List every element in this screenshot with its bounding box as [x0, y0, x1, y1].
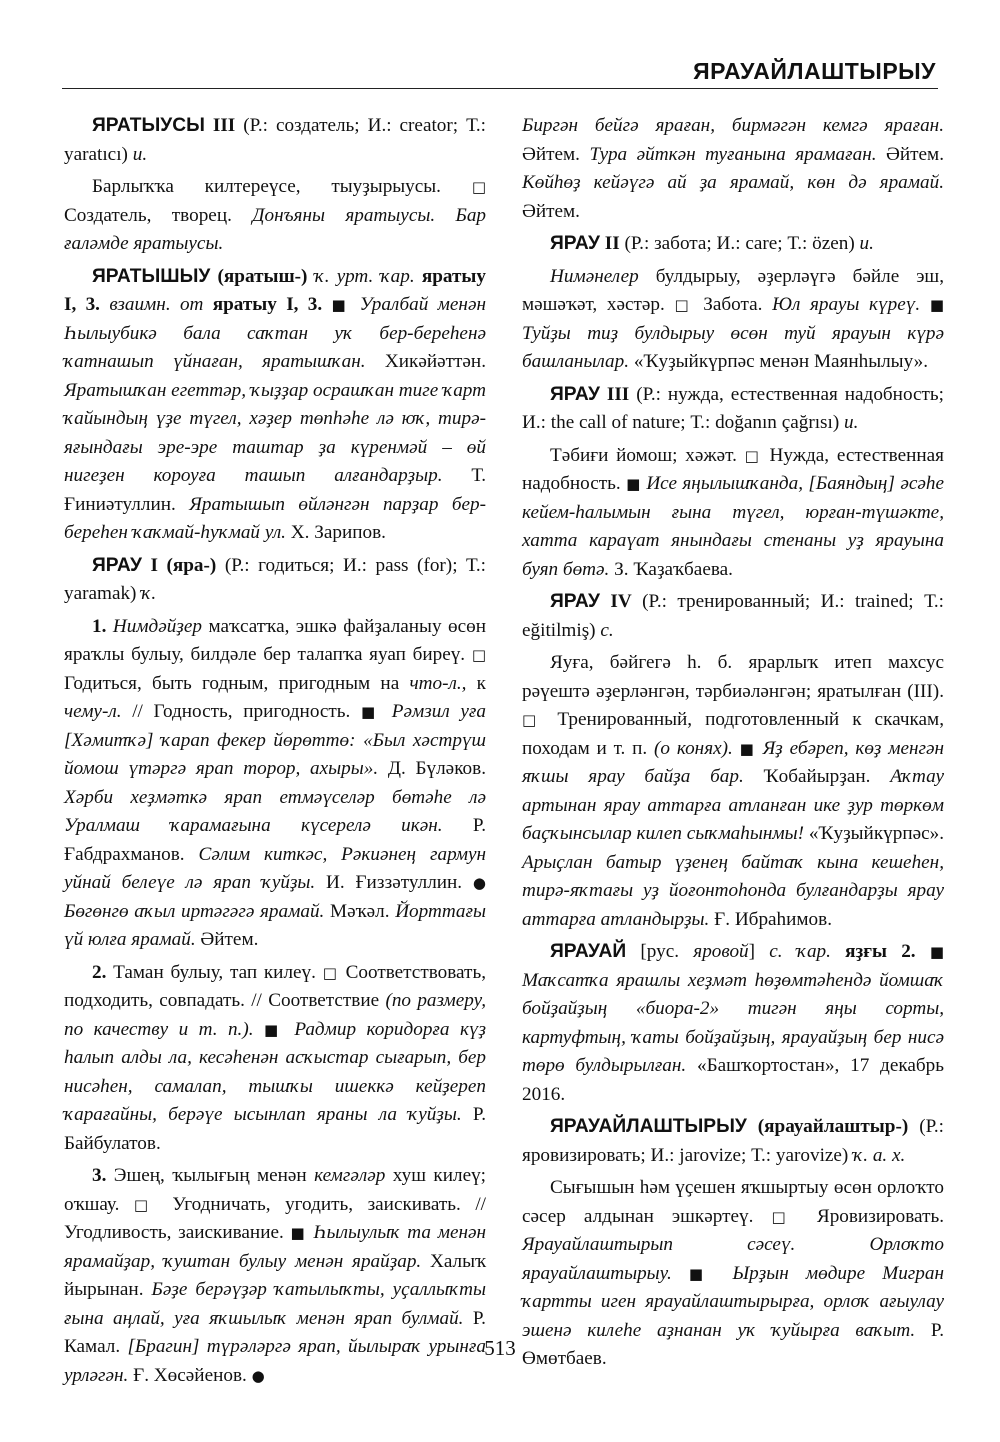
- text-span: Әйтем.: [522, 200, 580, 222]
- text-span: [916, 941, 930, 962]
- marker-symbol: ■: [361, 703, 382, 721]
- headword: ЯРАУ: [550, 383, 600, 405]
- text-span: // Годность, пригодность.: [121, 701, 362, 722]
- text-span: Соответствовать, подходить, совпадать. // Соответствие: [64, 961, 486, 1011]
- text-span: [350, 294, 359, 315]
- text-span: Туйҙы тиҙ булдырыу өсөн туй ярауын күрә башланылар.: [522, 322, 944, 372]
- marker-symbol: ■: [929, 296, 945, 314]
- text-span: Яуға, бәйгегә һ. б. ярарлыҡ итеп махсус рәүештә әҙерләнгән, тәрбиәләнгән; яратылған (III).: [522, 652, 944, 702]
- marker-symbol: □: [744, 446, 762, 465]
- text-span: Әйтем.: [195, 929, 259, 950]
- text-span: I (яра-): [141, 554, 217, 576]
- text-span: [756, 738, 763, 759]
- text-span: [284, 1019, 294, 1040]
- text-span: Тренированный, подготовленный к скачкам, походам и т. п.: [522, 709, 944, 759]
- text-span: Ҡобайырҙан.: [743, 766, 891, 787]
- text-span: Барлыҡҡа килтереүсе, тыуҙырыусы.: [92, 176, 472, 197]
- headword: ЯРАУ: [550, 591, 600, 612]
- text-span: Яровизировать.: [798, 1205, 944, 1227]
- text-span: Т. Ғиниәтуллин.: [64, 465, 486, 515]
- text-span: «Ҡуҙыйкүрпәс».: [804, 823, 945, 844]
- marker-symbol: ■: [290, 1224, 307, 1242]
- marker-symbol: ■: [688, 1264, 716, 1283]
- text-span: (Р.: тренированный; И.: trained; Т.: eğitilmiş): [522, 591, 945, 641]
- marker-symbol: ■: [929, 943, 945, 961]
- text-span: [203, 294, 212, 315]
- text-span: [831, 941, 845, 962]
- text-span: Ырҙын мөдире Мигран ҡартты иген ярауайлаштырырға, орлоҡ ағыулау эшенә килеһе аҙнанан уҡ ҡуйырға ваҡыт.: [522, 1262, 944, 1341]
- text-span: Һылыулыҡ та менән ярамайҙар, ҡуштан булыу менән ярайҙар.: [64, 1222, 487, 1272]
- text-span: Годиться, быть годным, пригодным на: [64, 672, 410, 694]
- marker-symbol: □: [522, 711, 545, 729]
- text-span: Сәлим киткәс, Рәкиәнең гармун уйнай белеүе лә ярап ҡуйҙы.: [64, 843, 486, 893]
- headword: ЯРАТЫУСЫ: [92, 115, 205, 136]
- marker-symbol: □: [471, 178, 486, 196]
- text-span: Забота.: [693, 294, 773, 315]
- text-span: Мәҡәл.: [324, 900, 396, 922]
- text-span: Х. Зарипов.: [285, 522, 386, 543]
- left-column: [64, 112, 486, 1394]
- text-span: [322, 294, 331, 315]
- text-span: к: [466, 672, 487, 694]
- text-span: [254, 1019, 264, 1040]
- dictionary-paragraph: [64, 263, 486, 548]
- text-span: Ғ. Ибраһимов.: [709, 908, 833, 930]
- text-span: [715, 1263, 732, 1284]
- text-span: [920, 294, 930, 315]
- text-span: Халыҡ йырынан.: [64, 1250, 487, 1300]
- text-span: кемгәләр: [314, 1165, 386, 1186]
- text-span: Сығышын һәм үҫешен яҡшыртыу өсөн орлоҡто сәсер алдынан эшкәртеү.: [522, 1177, 944, 1227]
- dictionary-paragraph: [522, 230, 944, 259]
- page-number: 513: [484, 1336, 516, 1360]
- text-span: (о конях).: [654, 737, 733, 759]
- text-span: Угодничать, угодить, заискивать. // Угодливость, заискивание.: [64, 1193, 486, 1243]
- marker-symbol: ■: [739, 739, 756, 758]
- text-span: маҡсатҡа, эшкә файҙаланыу өсөн яраҡлы булыу, билдәле бер талапҡа яуап биреү.: [64, 615, 486, 665]
- text-span: Тура әйткән туғанына ярамаған.: [589, 143, 877, 165]
- dictionary-paragraph: [522, 588, 944, 645]
- text-span: II: [599, 233, 620, 254]
- text-span: и.: [859, 233, 874, 254]
- text-span: яровой: [693, 941, 749, 962]
- text-span: ҡ. урт. ҡар.: [314, 265, 415, 287]
- text-span: [733, 738, 740, 759]
- text-span: [100, 294, 109, 315]
- text-span: Рәмзил уға [Хәмитҡә] ҡарап фекер йөрөттө: «Был хәстрүш йомош үтәргә ярап торор, ахыры».: [64, 701, 486, 779]
- text-span: Йорттағы үй юлға ярамай.: [64, 900, 487, 950]
- text-span: (Р.: создатель; И.: creator; Т.: yaratıcı): [64, 115, 486, 165]
- text-span: Хәрби хеҙмәткә ярап етмәүселәр бөтәһе лә Уралмаш ҡарамағына күсерелә икән.: [64, 786, 486, 836]
- dictionary-paragraph: [64, 112, 486, 169]
- dictionary-paragraph: [64, 959, 486, 1159]
- dictionary-paragraph: [64, 173, 486, 259]
- text-span: яратыу I, 3.: [212, 294, 323, 315]
- text-span: Р. Камал.: [64, 1307, 486, 1357]
- text-span: Яратышып өйләнгән парҙар бер-береһен ҡаҡмай-һуҡмай ул.: [64, 493, 487, 543]
- text-span: Бөгөнгө аҡыл иртәгәгә ярамай.: [64, 900, 325, 922]
- text-span: Ғ. Хөсәйенов.: [128, 1364, 252, 1386]
- text-span: Эшең, ҡылығың менән: [106, 1165, 315, 1186]
- dictionary-paragraph: [522, 938, 944, 1109]
- text-span: Тәбиғи йомош; хәжәт.: [550, 444, 745, 466]
- text-span: Хикәйәттән.: [365, 351, 487, 372]
- text-span: ]: [748, 941, 770, 962]
- text-span: булдырыу, әҙерләүгә бәйле эш, мәшәҡәт, хәстәр.: [522, 265, 944, 315]
- running-head: ЯРАУАЙЛАШТЫРЫУ: [693, 58, 936, 84]
- page-header: [62, 58, 938, 89]
- dictionary-paragraph: [522, 649, 944, 934]
- text-span: Уралбай менән Һылыубикә бала саҡтан уҡ бер-береһенә ҡатнашып үйнаған, яратышҡан.: [64, 294, 486, 372]
- marker-symbol: □: [674, 296, 694, 314]
- marker-symbol: ■: [626, 475, 641, 493]
- text-span: 3.: [92, 1165, 107, 1186]
- dictionary-paragraph: [64, 613, 486, 955]
- headword: ЯРАТЫШЫУ: [92, 265, 211, 287]
- text-span: III: [204, 115, 236, 136]
- text-span: [рус.: [626, 941, 694, 962]
- marker-symbol: □: [322, 963, 339, 982]
- text-span: взаимн. от: [109, 294, 204, 315]
- text-span: III: [599, 383, 630, 405]
- text-span: ҡ.: [141, 583, 157, 604]
- text-span: Р. Байбулатов.: [64, 1104, 486, 1154]
- text-span: IV: [599, 591, 632, 612]
- marker-symbol: ●: [472, 874, 486, 892]
- text-span: Арыҫлан батыр үҙенең байтаҡ кына кешеһен, тирә-яҡтағы уҙ йоғонтоһонда булғандарҙы ярау аттарға атландырҙы.: [522, 851, 944, 930]
- text-span: З. Ҡаҙаҡбаева.: [609, 558, 733, 580]
- text-span: Әйтем.: [522, 143, 590, 165]
- text-span: Нимдәйҙер: [112, 615, 202, 637]
- text-span: ҡ. а. х.: [853, 1144, 906, 1166]
- text-span: (Р.: годиться; И.: pass (for); Т.: yaramak): [64, 554, 486, 604]
- text-span: Ярауайлаштырып сәсеү. Орлоҡто ярауайлаштырыу.: [522, 1234, 944, 1284]
- text-span: 1.: [92, 615, 107, 637]
- text-span: Радмир коридорға күҙ һалып алды ла, кесәһенән асҡыстар сығарып, бер нисәһен, самалап, тышҡы ишеккә кейҙереп ҡарағайны, берәүе ысынлап яраны ла ҡуйҙы.: [64, 1018, 487, 1125]
- text-span: яратыу I, 3.: [64, 265, 486, 315]
- headword: ЯРАУ: [92, 554, 142, 576]
- text-span: Яратышҡан егеттәр, ҡыҙҙар осрашҡан тиге ҡарт ҡайындың үҙе түгел, хәҙер төпһәһе лә юҡ, тирә-яғындағы эре-эре таштар ҙа күренмәй – өй нигеҙен короуға ташып алғандарҙыр.: [64, 379, 486, 486]
- dictionary-paragraph: [522, 112, 944, 226]
- text-span: хуш килеү; оҡшау.: [64, 1165, 487, 1215]
- text-span: [415, 266, 422, 287]
- text-span: Донъяны яратыусы. Бар ғаләмде яратыусы.: [64, 204, 487, 254]
- marker-symbol: □: [771, 1207, 799, 1226]
- marker-symbol: ■: [264, 1020, 284, 1039]
- text-span: [381, 701, 392, 722]
- text-span: (по размеру, по качеству и т. п.).: [64, 990, 486, 1040]
- text-span: [672, 1263, 689, 1284]
- text-span: Көйһөҙ кейәүгә ай ҙа ярамай, көн дә ярамай.: [522, 172, 944, 193]
- text-span: (Р.: яровизировать; И.: jarovize; Т.: yarovize): [522, 1116, 944, 1166]
- text-span: Нимәнелер: [550, 265, 639, 287]
- text-span: с. ҡар.: [769, 941, 831, 962]
- text-span: Д. Бүләков.: [378, 758, 486, 779]
- text-span: «Башҡортостан», 17 декабрь 2016.: [522, 1055, 944, 1105]
- text-span: Яҙ ебәреп, көҙ менгән яҡшы ярау байҙа бар.: [522, 737, 945, 787]
- dictionary-paragraph: [522, 442, 944, 585]
- text-span: что-л.,: [409, 672, 467, 694]
- text-span: Нужда, естественная надобность.: [522, 444, 944, 494]
- text-span: Маҡсатҡа ярашлы хеҙмәт һөҙөмтәһендә йомшаҡ бойҙайҙың «биора-2» тигән яңы сорты, картуфтың, ҡаты бойҙайҙың, ярауайҙың бер нисә төрө булдырылған.: [522, 969, 944, 1076]
- text-span: чему-л.: [64, 701, 122, 722]
- text-span: яҙғы 2.: [845, 941, 916, 962]
- text-span: и.: [132, 143, 148, 165]
- text-span: Бәҙе берәүҙәр ҡатылыҡты, уҫаллыҡты ғына аңлай, уға яҡшылыҡ менән ярап булмай.: [64, 1279, 486, 1329]
- text-span: с.: [600, 619, 614, 641]
- text-span: и.: [844, 412, 859, 433]
- text-span: И. Ғиззәтуллин.: [315, 872, 473, 893]
- headword: ЯРАУ: [550, 233, 600, 254]
- text-span: (ярауайлаштыр-): [746, 1116, 909, 1137]
- text-span: Биргән бейгә яраған, бирмәгән кемгә яраған.: [522, 115, 944, 136]
- text-span: Таман булыу, тап килеү.: [106, 961, 323, 983]
- text-span: (Р.: забота; И.: care; Т.: özen): [619, 233, 860, 254]
- text-span: 2.: [92, 961, 107, 983]
- text-span: Юл ярауы күреү.: [772, 294, 921, 315]
- dictionary-paragraph: [522, 381, 944, 438]
- text-span: Р. Өмөтбаев.: [522, 1319, 944, 1369]
- right-column: [522, 112, 944, 1378]
- headword: ЯРАУАЙ: [550, 941, 627, 962]
- text-span: Аҡтау артынан ярау аттарға атланған ике ҙур төркөм баҫҡынсылар килеп сыҡмаһынмы!: [522, 766, 944, 844]
- marker-symbol: □: [471, 646, 486, 664]
- text-span: (Р.: нужда, естественная надобность; И.: the call of nature; Т.: doğanın çağrısı): [522, 383, 944, 433]
- marker-symbol: ●: [251, 1366, 265, 1385]
- dictionary-paragraph: [522, 263, 944, 377]
- dictionary-paragraph: [64, 552, 486, 609]
- text-span: Әйтем.: [876, 143, 944, 165]
- text-span: [307, 266, 314, 287]
- text-span: [Брагин] түрәләргә ярап, йылыраҡ урынға урләгән.: [64, 1336, 486, 1386]
- text-span: (яратыш-): [210, 265, 308, 287]
- text-span: Р. Ғабдрахманов.: [64, 815, 486, 865]
- dictionary-paragraph: [522, 1113, 944, 1170]
- headword: ЯРАУАЙЛАШТЫРЫУ: [550, 1116, 747, 1137]
- marker-symbol: ■: [331, 296, 351, 314]
- marker-symbol: □: [133, 1195, 158, 1214]
- text-span: Создатель, творец.: [64, 204, 253, 226]
- text-span: «Ҡуҙыйкүрпәс менән Маянһылыу».: [629, 351, 929, 372]
- text-span: Исе яңылышҡанда, [Баяндың] әсәһе кейем-һалымын ғына түгел, юрған-түшәкте, хатта караүат янындағы стенаны уҙ ярауына буяп бөтә.: [522, 473, 944, 580]
